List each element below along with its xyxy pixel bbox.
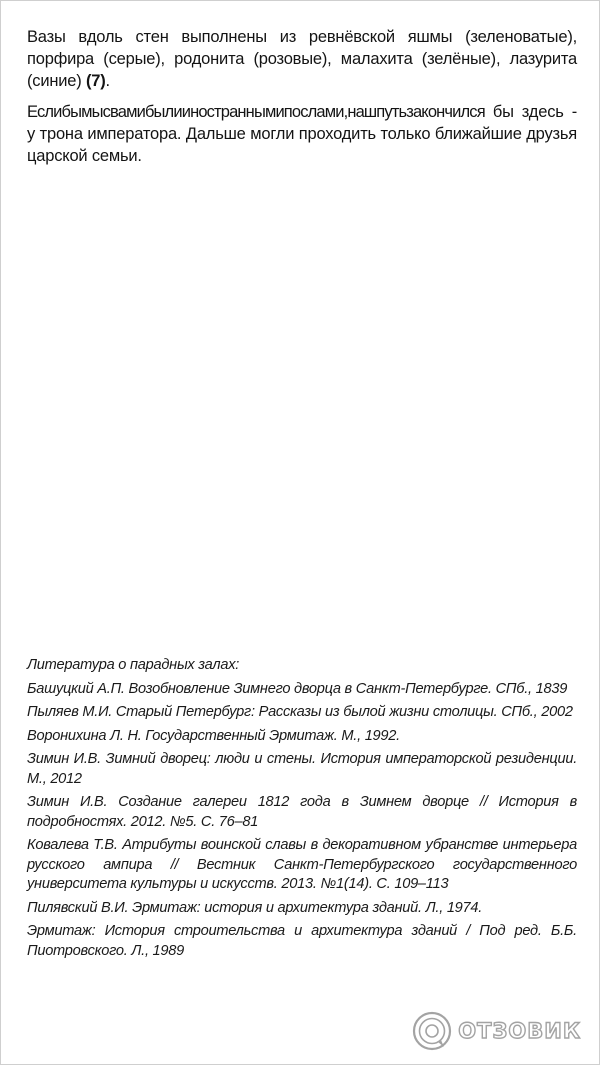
paragraph-throne <box>27 101 577 167</box>
otzovik-logo-icon <box>412 1011 452 1051</box>
watermark-text: ОТЗОВИК <box>458 1019 581 1043</box>
literature-item: Зимин И.В. Зимний дворец: люди и стены. История императорской резиденции. М., 2012 <box>27 751 577 787</box>
paragraph-throne-rest: бы здесь - у трона императора. Дальше могли проходить только ближайшие друзья царской семьи. <box>27 103 577 165</box>
paragraph-vases-end: . <box>105 72 110 90</box>
literature-heading: Литература о парадных залах: <box>27 657 240 673</box>
literature-item: Ковалева Т.В. Атрибуты воинской славы в декоративном убранстве интерьера русского ампира // Вестник Санкт-Петербургского государственного университета культуры и искусств. 2013. №1(14). С. 109–113 <box>27 837 577 892</box>
literature-item: Воронихина Л. Н. Государственный Эрмитаж. М., 1992. <box>27 727 400 744</box>
reference-number: (7) <box>85 72 106 90</box>
body-text <box>27 26 577 176</box>
paragraph-throne-line1: Еслибымысвамибылииностраннымипослами,нашпутьзакончился <box>27 103 485 121</box>
paragraph-vases <box>27 26 577 92</box>
paragraph-vases-text: Вазы вдоль стен выполнены из ревнёвской яшмы (зеленоватые), порфира (серые), родонита (розовые), малахита (зелёные), лазурита (синие) <box>27 28 577 90</box>
literature-item: Пыляев М.И. Старый Петербург: Рассказы из былой жизни столицы. СПб., 2002 <box>27 704 573 720</box>
literature-list <box>27 656 577 965</box>
literature-item: Пилявский В.И. Эрмитаж: история и архитектура зданий. Л., 1974. <box>27 899 483 916</box>
literature-item: Зимин И.В. Создание галереи 1812 года в Зимнем дворце // История в подробностях. 2012. №5. С. 76–81 <box>27 794 577 830</box>
literature-item: Башуцкий А.П. Возобновление Зимнего дворца в Санкт-Петербурге. СПб., 1839 <box>27 680 568 697</box>
literature-item: Эрмитаж: История строительства и архитектура зданий / Под ред. Б.Б. Пиотровского. Л., 1989 <box>27 923 577 959</box>
otzovik-watermark <box>412 1006 581 1056</box>
